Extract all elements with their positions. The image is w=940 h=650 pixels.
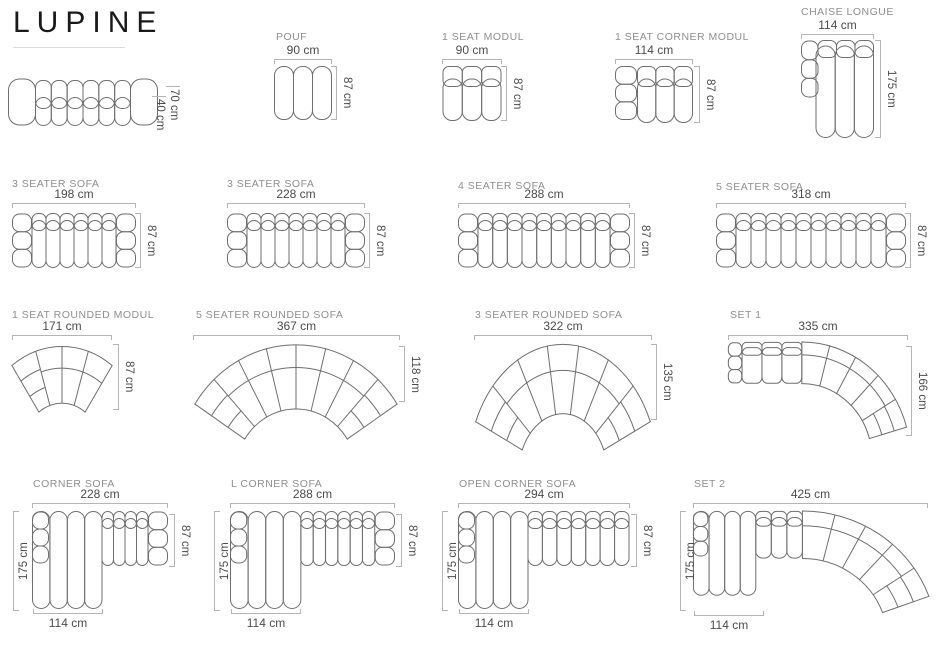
dimension-line — [118, 344, 119, 410]
depth-dimension-label: 87 cm — [179, 524, 191, 557]
depth-dimension-label: 87 cm — [641, 524, 653, 557]
width-dimension-label: 228 cm — [80, 487, 120, 501]
dimension-line — [174, 514, 175, 567]
dimension-line — [140, 213, 141, 268]
figure-label: 5 SEATER ROUNDED SOFA — [196, 309, 344, 321]
width-dimension — [12, 318, 112, 336]
sofa-drawing — [8, 78, 158, 128]
width-dimension-label: 294 cm — [524, 487, 564, 501]
width-dimension — [193, 318, 400, 336]
dimension-line — [369, 213, 370, 268]
figure-label: 3 SEATER SOFA — [12, 178, 100, 190]
width-dimension — [458, 186, 630, 204]
depth-dimension-label: 175 cm — [885, 70, 897, 108]
dimension-tick — [166, 86, 180, 87]
depth-dimension — [174, 514, 190, 567]
depth-dimension-label: 135 cm — [661, 363, 673, 401]
width-dimension-label: 198 cm — [54, 187, 94, 201]
depth-dimension-label: 87 cm — [704, 78, 716, 111]
chaise-width-dimension — [694, 615, 764, 633]
height-dimension — [166, 86, 180, 120]
width-dimension — [32, 486, 168, 504]
sofa-drawing — [12, 213, 136, 268]
dimension-line — [474, 335, 652, 336]
sofa-drawing — [458, 213, 630, 268]
depth-dimension — [880, 40, 896, 138]
dimension-line — [13, 511, 14, 611]
width-dimension — [801, 17, 874, 35]
width-dimension-label: 114 cm — [634, 43, 674, 57]
width-dimension — [716, 186, 906, 204]
depth-dimension-label: 87 cm — [341, 77, 353, 109]
depth-dimension-label: 87 cm — [406, 524, 418, 557]
chaise-width-dimension-label: 114 cm — [48, 616, 88, 630]
figure-label: 4 SEATER SOFA — [458, 180, 546, 192]
chaise-width-dimension — [459, 613, 529, 631]
dimension-line — [680, 511, 681, 611]
figure-label: 3 SEATER ROUNDED SOFA — [475, 309, 623, 321]
width-dimension-label: 322 cm — [543, 319, 583, 333]
depth-dimension — [636, 514, 652, 567]
dimension-line — [214, 511, 215, 611]
dimension-line — [230, 503, 395, 504]
figure-label: SET 1 — [730, 309, 762, 321]
depth-dimension — [634, 213, 650, 268]
dimension-line — [12, 335, 112, 336]
depth-dimension — [699, 66, 715, 123]
dimension-line — [694, 615, 764, 616]
depth-dimension-label: 87 cm — [145, 224, 157, 257]
length-dimension-label: 175 cm — [685, 542, 697, 580]
depth-dimension-label: 166 cm — [916, 372, 928, 410]
depth-dimension-label: 118 cm — [409, 355, 421, 393]
sofa-drawing — [192, 342, 400, 442]
width-dimension — [12, 186, 136, 204]
dimension-line — [911, 346, 912, 436]
depth-dimension — [910, 213, 926, 268]
sofa-drawing — [274, 66, 332, 120]
length-dimension-label: 175 cm — [447, 542, 459, 580]
length-dimension-label: 175 cm — [18, 542, 30, 580]
dimension-line — [615, 59, 693, 60]
depth-dimension — [118, 344, 134, 410]
depth-dimension-label: 87 cm — [639, 224, 651, 257]
length-dimension-label: 175 cm — [219, 542, 231, 580]
chaise-width-dimension-label: 114 cm — [246, 616, 286, 630]
length-dimension — [214, 511, 230, 611]
dimension-line — [634, 213, 635, 268]
width-dimension-label: 335 cm — [798, 319, 838, 333]
seat-height-dimension-label: 40 cm — [154, 99, 166, 131]
chaise-width-dimension — [33, 613, 103, 631]
depth-dimension — [336, 66, 352, 120]
figure-label: 1 SEAT MODUL — [442, 31, 525, 43]
chaise-width-dimension-label: 114 cm — [709, 618, 749, 632]
figure-label: 3 SEATER SOFA — [227, 178, 315, 190]
figure-label: 1 SEAT CORNER MODUL — [615, 31, 749, 43]
dimension-line — [693, 503, 928, 504]
width-dimension — [230, 486, 395, 504]
width-dimension-label: 318 cm — [791, 187, 831, 201]
figure-label: POUF — [276, 31, 308, 43]
dimension-line — [12, 203, 136, 204]
length-dimension — [13, 511, 29, 611]
width-dimension — [274, 42, 332, 60]
dimension-line — [193, 335, 400, 336]
chaise-width-dimension-label: 114 cm — [474, 616, 514, 630]
sofa-drawing — [801, 40, 874, 138]
figure-label: 5 SEATER SOFA — [716, 181, 804, 193]
sofa-drawing — [10, 344, 114, 415]
sofa-drawing — [693, 511, 928, 613]
dimension-line — [33, 613, 103, 614]
depth-dimension — [656, 344, 672, 420]
width-dimension — [442, 42, 502, 60]
dimension-line — [401, 514, 402, 567]
figure-label: CHAISE LONGUE — [801, 6, 894, 18]
width-dimension — [728, 318, 908, 336]
chaise-width-dimension — [231, 613, 301, 631]
width-dimension-label: 171 cm — [42, 319, 82, 333]
sofa-drawing — [442, 66, 502, 121]
dimension-line — [336, 66, 337, 120]
depth-dimension — [140, 213, 156, 268]
seat-height-dimension — [152, 96, 166, 130]
width-dimension-label: 228 cm — [276, 187, 316, 201]
dimension-line — [404, 346, 405, 402]
dimension-line — [231, 613, 301, 614]
dimension-line — [699, 66, 700, 123]
dimension-line — [458, 503, 630, 504]
depth-dimension-label: 87 cm — [123, 361, 135, 393]
dimension-line — [32, 503, 168, 504]
dimension-line — [274, 59, 332, 60]
sofa-drawing — [615, 66, 693, 123]
sofa-drawing — [473, 341, 653, 453]
sofa-drawing — [32, 511, 168, 611]
width-dimension-label: 90 cm — [286, 43, 320, 57]
dimension-line — [656, 344, 657, 420]
dimension-line — [880, 40, 881, 138]
dimension-line — [910, 213, 911, 268]
figure-label: CORNER SOFA — [33, 478, 115, 490]
sofa-drawing — [227, 213, 365, 268]
width-dimension-label: 288 cm — [524, 187, 564, 201]
dimension-line — [442, 511, 443, 611]
figure-label: L CORNER SOFA — [231, 478, 323, 490]
width-dimension — [227, 186, 365, 204]
brand-logo: LUPINE — [13, 6, 164, 39]
dimension-line — [801, 34, 874, 35]
depth-dimension — [911, 346, 927, 436]
figure-label: OPEN CORNER SOFA — [459, 478, 577, 490]
width-dimension-label: 114 cm — [818, 18, 857, 32]
dimension-tick — [152, 96, 166, 97]
figure-label: SET 2 — [694, 478, 726, 490]
figure-label: 1 SEAT ROUNDED MODUL — [12, 309, 155, 321]
height-dimension-label: 70 cm — [168, 89, 180, 121]
sofa-drawing — [728, 342, 908, 439]
width-dimension-label: 425 cm — [790, 487, 831, 501]
depth-dimension-label: 87 cm — [511, 77, 523, 110]
width-dimension — [474, 318, 652, 336]
dimension-line — [442, 59, 502, 60]
dimension-line — [506, 66, 507, 121]
depth-dimension — [401, 514, 417, 567]
width-dimension — [458, 486, 630, 504]
dimension-line — [227, 203, 365, 204]
width-dimension-label: 288 cm — [292, 487, 333, 501]
sofa-drawing — [716, 213, 906, 268]
width-dimension-label: 90 cm — [455, 43, 489, 57]
depth-dimension — [404, 346, 420, 402]
sofa-drawing — [230, 511, 395, 611]
depth-dimension-label: 87 cm — [374, 224, 386, 257]
dimension-line — [728, 335, 908, 336]
dimension-line — [636, 514, 637, 567]
dimension-line — [459, 613, 529, 614]
width-dimension — [615, 42, 693, 60]
sofa-drawing — [458, 511, 630, 611]
width-dimension-label: 367 cm — [276, 319, 317, 333]
brand-underline — [13, 47, 125, 48]
depth-dimension-label: 87 cm — [915, 224, 927, 257]
width-dimension — [693, 486, 928, 504]
depth-dimension — [369, 213, 385, 268]
length-dimension — [680, 511, 696, 611]
depth-dimension — [506, 66, 522, 121]
length-dimension — [442, 511, 458, 611]
dimension-line — [458, 203, 630, 204]
dimension-line — [716, 203, 906, 204]
